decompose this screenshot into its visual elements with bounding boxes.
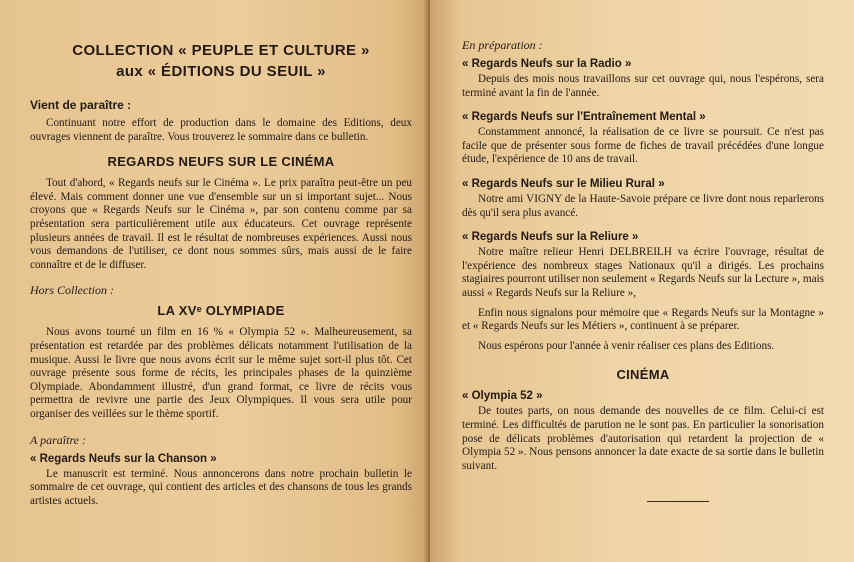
right-page [430, 0, 854, 562]
milieu-rural-paragraph: Notre ami VIGNY de la Haute-Savoie prépare ce livre dont nous reparlerons dès qu'il sera plus avancé. [462, 192, 824, 219]
chanson-paragraph: Le manuscrit est terminé. Nous annoncerons dans notre prochain bulletin le sommaire de cet ouvrage, qui contient des articles et des chansons de tous les grands artistes actuels. [30, 467, 412, 507]
cinema-book-paragraph: Tout d'abord, « Regards neufs sur le Cinéma ». Le prix paraîtra peut-être un peu élevé. Mais comment donner une vue d'ensemble sur un si important sujet... Nous croyons que « Regards Neufs sur le Cinéma », par son contenu comme par sa présentation sera particulièrement utile aux éducateurs. Cet ouvrage représente plusieurs années de travail. Il est le résultat de nombreuses expériences. Aussi nous vous demandons de l'utiliser, ce dont nous sommes sûrs, mais aussi de le faire connaître et de le diffuser. [30, 177, 412, 271]
intro-paragraph: Continuant notre effort de production dans le domaine des Editions, deux ouvrages viennent de paraître. Vous trouverez le sommaire dans ce bulletin. [30, 117, 412, 143]
olympiade-heading: LA XVᵉ OLYMPIADE [157, 303, 285, 319]
closing-rule [647, 501, 709, 502]
olympia-52-paragraph: De toutes parts, on nous demande des nouvelles de ce film. Celui-ci est terminé. Les difficultés de parution ne le sont pas. En particulier la sonorisation pose de délicats problèmes d'autorisation qui retardent la projection de « Olympia 52 ». Nous pensons annoncer la date exacte de sa sortie dans le bulletin suivant. [462, 405, 824, 472]
esperons-paragraph: Nous espérons pour l'année à venir réaliser ces plans des Editions. [478, 339, 775, 352]
olympia-52-heading: « Olympia 52 » [462, 390, 543, 403]
cinema-section-heading: CINÉMA [616, 367, 670, 383]
entrainement-mental-paragraph: Constamment annoncé, la réalisation de ce livre se poursuit. Ce n'est pas facile que de présenter sous forme de fiches de travail précédées d'une longue étude, l'expérience de 10 ans de travail. [462, 126, 824, 166]
radio-paragraph: Depuis des mois nous travaillons sur cet ouvrage qui, nous l'espérons, sera terminé avant la fin de l'année. [462, 73, 824, 99]
radio-heading: « Regards Neufs sur la Radio » [462, 58, 632, 70]
olympiade-paragraph: Nous avons tourné un film en 16 % « Olympia 52 ». Malheureusement, sa présentation est retardée par des problèmes délicats notamment l'utilisation de la musique. Aussi le livre que nous avons écrit sur le même sujet sort-il plus tôt. Cet ouvrage présente sous forme de récits, les principales phases de la quinzième Olympiade. Abondamment illustré, d'un grand format, ce livre de récits vous permettra de revivre une partie des Jeux Olympiques. Il vous sera utile pour organiser des veillées sur le thème sportif. [30, 326, 412, 420]
en-preparation-label: En préparation : [462, 38, 543, 52]
a-paraitre-label: A paraître : [30, 432, 86, 447]
vient-de-paraitre-label: Vient de paraître : [30, 98, 132, 112]
collection-title: COLLECTION « PEUPLE ET CULTURE » [72, 42, 370, 59]
entrainement-mental-heading: « Regards Neufs sur l'Entraînement Mental » [462, 111, 706, 124]
chanson-heading: « Regards Neufs sur la Chanson » [30, 452, 217, 465]
milieu-rural-heading: « Regards Neufs sur le Milieu Rural » [462, 177, 665, 190]
hors-collection-label: Hors Collection : [30, 283, 114, 298]
collection-subtitle: aux « ÉDITIONS DU SEUIL » [116, 63, 326, 80]
reliure-heading: « Regards Neufs sur la Reliure » [462, 231, 639, 244]
reliure-paragraph: Notre maître relieur Henri DELBREILH va écrire l'ouvrage, résultat de l'expérience des nombreux stages Nationaux qu'il a dirigés. Les prochains stagiaires pourront utiliser non seulement « Regards Neufs sur la Lecture », mais aussi « Regards Neufs sur la Reliure », [462, 246, 824, 299]
memoire-paragraph: Enfin nous signalons pour mémoire que « Regards Neufs sur la Montagne » et « Regards Neufs sur les Métiers », continuent à se préparer. [462, 306, 824, 333]
cinema-book-heading: REGARDS NEUFS SUR LE CINÉMA [107, 154, 335, 170]
